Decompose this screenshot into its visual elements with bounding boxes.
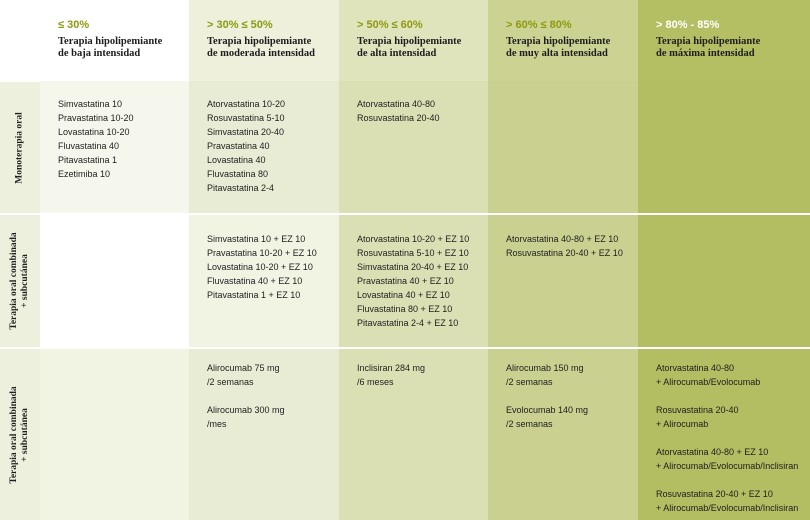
cell-line: Fluvastatina 40 + EZ 10 bbox=[207, 276, 303, 286]
cell-line: Alirocumab 150 mg bbox=[506, 363, 584, 373]
cell-line: Fluvastatina 80 bbox=[207, 169, 269, 179]
cell-line: + Alirocumab/Evolocumab/Inclisiran bbox=[656, 461, 799, 471]
header-title-line2: de muy alta intensidad bbox=[506, 48, 608, 59]
cell-line: Alirocumab 300 mg bbox=[207, 405, 285, 415]
cell-line: Fluvastatina 40 bbox=[58, 141, 120, 151]
cell-line: Evolocumab 140 mg bbox=[506, 405, 589, 415]
cell-r1-c5 bbox=[638, 81, 810, 213]
cell-line: Atorvastatina 40-80 + EZ 10 bbox=[506, 234, 619, 244]
cell-line: Inclisiran 284 mg bbox=[357, 363, 426, 373]
header-title-line1: Terapia hipolipemiante bbox=[207, 36, 312, 47]
cell-line: Lovastatina 40 bbox=[207, 155, 266, 165]
cell-line: Simvastatina 20-40 + EZ 10 bbox=[357, 262, 469, 272]
cell-line: Ezetimiba 10 bbox=[58, 169, 111, 179]
header-title-line1: Terapia hipolipemiante bbox=[58, 36, 163, 47]
cell-line: Atorvastatina 10-20 + EZ 10 bbox=[357, 234, 470, 244]
header-high-intensity bbox=[339, 0, 488, 81]
header-max-intensity bbox=[638, 0, 810, 81]
cell-line: Pravastatina 40 + EZ 10 bbox=[357, 276, 454, 286]
header-title-line1: Terapia hipolipemiante bbox=[506, 36, 611, 47]
cell-line: Simvastatina 20-40 bbox=[207, 127, 285, 137]
header-title-line2: de alta intensidad bbox=[357, 48, 437, 59]
header-range: ≤ 30% bbox=[58, 19, 90, 31]
header-title-line2: de máxima intensidad bbox=[656, 48, 755, 59]
cell-line: Atorvastatina 40-80 bbox=[357, 99, 436, 109]
cell-line: Pitavastatina 1 + EZ 10 bbox=[207, 290, 301, 300]
header-range: > 50% ≤ 60% bbox=[357, 19, 423, 31]
cell-line: Rosuvastatina 20-40 bbox=[656, 405, 739, 415]
cell-line: Atorvastatina 40-80 + EZ 10 bbox=[656, 447, 769, 457]
cell-r3-c2 bbox=[189, 347, 339, 520]
cell-r2-c5 bbox=[638, 213, 810, 347]
cell-line: Fluvastatina 80 + EZ 10 bbox=[357, 304, 453, 314]
cell-line: /2 semanas bbox=[506, 377, 553, 387]
cell-line: Lovastatina 10-20 bbox=[58, 127, 130, 137]
cell-line: Rosuvastatina 20-40 + EZ 10 bbox=[656, 489, 773, 499]
cell-line: Rosuvastatina 5-10 + EZ 10 bbox=[357, 248, 469, 258]
row-label-text-line2: + subcutánea bbox=[20, 254, 30, 308]
cell-line: Atorvastatina 10-20 bbox=[207, 99, 286, 109]
cell-r3-c4 bbox=[488, 347, 638, 520]
cell-line: Pravastatina 10-20 bbox=[58, 113, 134, 123]
row-label-text-line1: Terapia oral combinada bbox=[9, 385, 19, 484]
cell-r1-c3 bbox=[339, 81, 488, 213]
cell-line: + Alirocumab bbox=[656, 419, 709, 429]
cell-r1-c2 bbox=[189, 81, 339, 213]
header-title-line2: de moderada intensidad bbox=[207, 48, 315, 59]
cell-line: /6 meses bbox=[357, 377, 394, 387]
row-label-text: Monoterapia oral bbox=[14, 111, 25, 184]
row-label-text-line1: Terapia oral combinada bbox=[9, 232, 19, 330]
header-very-high-intensity bbox=[488, 0, 638, 81]
spacer bbox=[506, 389, 638, 403]
cell-line: + Alirocumab/Evolocumab/Inclisiran bbox=[656, 503, 799, 513]
spacer bbox=[656, 431, 810, 445]
cell-line: /2 semanas bbox=[506, 419, 553, 429]
cell-line: Simvastatina 10 bbox=[58, 99, 123, 109]
cell-line: Rosuvastatina 20-40 + EZ 10 bbox=[506, 248, 623, 258]
header-title-line1: Terapia hipolipemiante bbox=[357, 36, 462, 47]
cell-line: Rosuvastatina 5-10 bbox=[207, 113, 285, 123]
cell-r1-c1 bbox=[40, 81, 189, 213]
header-title-line1: Terapia hipolipemiante bbox=[656, 36, 761, 47]
spacer bbox=[207, 389, 339, 403]
cell-line: Pravastatina 10-20 + EZ 10 bbox=[207, 248, 317, 258]
cell-r2-c4 bbox=[488, 213, 638, 347]
row-label-combined-2 bbox=[0, 347, 40, 520]
row-label-monotherapy bbox=[0, 81, 40, 213]
header-range: > 80% - 85% bbox=[656, 19, 720, 31]
cell-line: Lovastatina 40 + EZ 10 bbox=[357, 290, 450, 300]
cell-line: /2 semanas bbox=[207, 377, 254, 387]
cell-r2-c2 bbox=[189, 213, 339, 347]
spacer bbox=[656, 473, 810, 487]
header-range: > 30% ≤ 50% bbox=[207, 19, 273, 31]
cell-line: Pitavastatina 2-4 + EZ 10 bbox=[357, 318, 459, 328]
cell-line: Pitavastatina 1 bbox=[58, 155, 118, 165]
cell-r3-c5 bbox=[638, 347, 810, 520]
cell-r2-c1 bbox=[40, 213, 189, 347]
header-moderate-intensity bbox=[189, 0, 339, 81]
cell-line: Pravastatina 40 bbox=[207, 141, 270, 151]
cell-r3-c3 bbox=[339, 347, 488, 520]
cell-r2-c3 bbox=[339, 213, 488, 347]
row-label-text-line2: + subcutánea bbox=[20, 407, 30, 462]
cell-line: + Alirocumab/Evolocumab bbox=[656, 377, 761, 387]
cell-line: Pitavastatina 2-4 bbox=[207, 183, 275, 193]
cell-line: /mes bbox=[207, 419, 227, 429]
cell-line: Lovastatina 10-20 + EZ 10 bbox=[207, 262, 313, 272]
cell-r1-c4 bbox=[488, 81, 638, 213]
spacer bbox=[656, 389, 810, 403]
header-title-line2: de baja intensidad bbox=[58, 48, 141, 59]
header-low-intensity bbox=[40, 0, 189, 81]
cell-line: Simvastatina 10 + EZ 10 bbox=[207, 234, 306, 244]
cell-r3-c1 bbox=[40, 347, 189, 520]
row-label-combined-1 bbox=[0, 213, 40, 347]
cell-line: Alirocumab 75 mg bbox=[207, 363, 280, 373]
cell-line: Atorvastatina 40-80 bbox=[656, 363, 735, 373]
corner-cell bbox=[0, 0, 40, 81]
cell-line: Rosuvastatina 20-40 bbox=[357, 113, 440, 123]
header-range: > 60% ≤ 80% bbox=[506, 19, 572, 31]
